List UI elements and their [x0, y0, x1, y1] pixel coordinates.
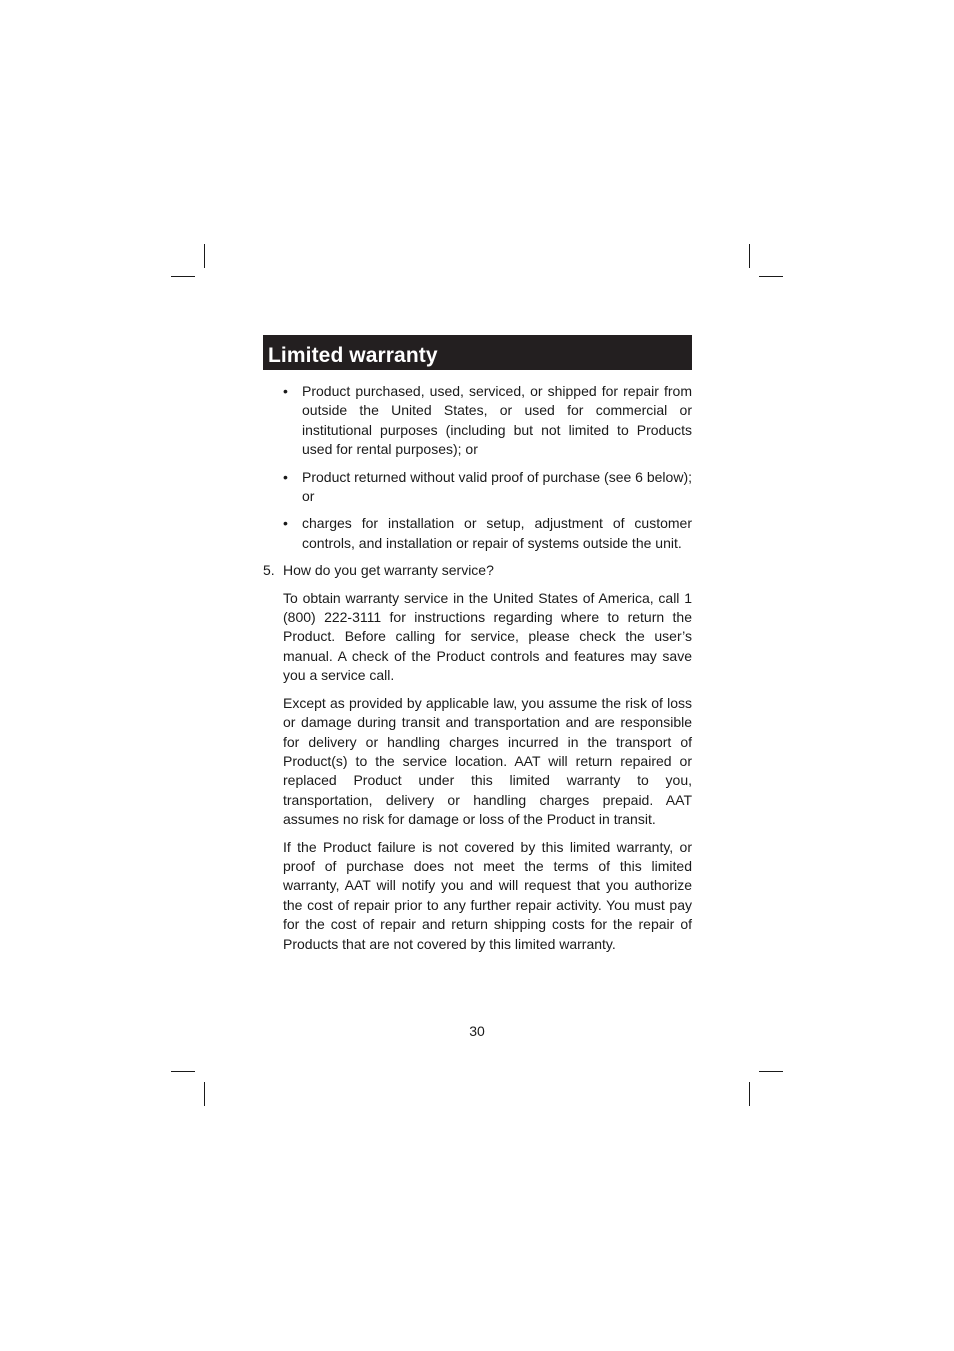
crop-mark-top-right-horizontal [759, 276, 783, 277]
crop-mark-bottom-left-horizontal [171, 1071, 195, 1072]
exclusions-list [263, 382, 692, 553]
numbered-item-5 [263, 561, 692, 580]
list-item-text: Product purchased, used, serviced, or shipped for repair from outside the United States, or used for commercial or institutional purposes (including but not limited to Products used for rental purposes); or [302, 383, 692, 458]
bullet-icon: • [283, 515, 288, 532]
paragraph: Except as provided by applicable law, you assume the risk of loss or damage during transit and transportation and are responsible for delivery or handling charges incurred in the transport of Product(s) to the service location. AAT will return repaired or replaced Product under this limited warranty to you, transportation, delivery or handling charges prepaid. AAT assumes no risk for damage or loss of the Product in transit. [283, 694, 692, 828]
crop-mark-top-left-horizontal [171, 276, 195, 277]
list-item [283, 514, 692, 553]
section-title-bar [263, 335, 692, 370]
item-number: 5. [263, 562, 275, 579]
list-item [283, 468, 692, 507]
page-number: 30 [469, 1023, 485, 1039]
list-item [283, 382, 692, 460]
item-heading: How do you get warranty service? [283, 562, 494, 579]
paragraph: If the Product failure is not covered by this limited warranty, or proof of purchase does not meet the terms of this limited warranty, AAT will notify you and will request that you authorize the cost of repair prior to any further repair activity. You must pay for the cost of repair and return shipping costs for the repair of Products that are not covered by this limited warranty. [283, 838, 692, 952]
crop-mark-bottom-right-vertical [749, 1082, 750, 1106]
bullet-icon: • [283, 468, 288, 485]
section-title: Limited warranty [268, 343, 438, 367]
crop-mark-bottom-right-horizontal [759, 1071, 783, 1072]
paragraph: To obtain warranty service in the United States of America, call 1 (800) 222-3111 for instructions regarding where to return the Product. Before calling for service, please check the user’s manual. A check of the Product controls and features may save you a service call. [283, 589, 692, 684]
page-content [263, 335, 692, 962]
crop-mark-bottom-left-vertical [204, 1082, 205, 1106]
crop-mark-top-right-vertical [749, 244, 750, 268]
crop-mark-top-left-vertical [204, 244, 205, 268]
list-item-text: charges for installation or setup, adjustment of customer controls, and installation or repair of systems outside the unit. [302, 515, 692, 551]
list-item-text: Product returned without valid proof of purchase (see 6 below); or [302, 468, 692, 505]
bullet-icon: • [283, 383, 288, 399]
